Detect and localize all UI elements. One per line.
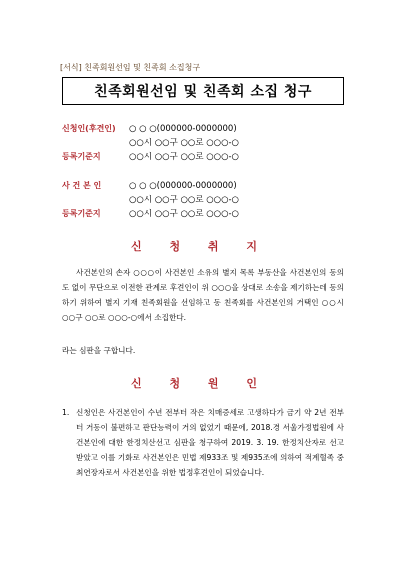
principal-registry-value: ○○시 ○○구 ○○로 ○○○-○ bbox=[129, 209, 239, 219]
purpose-heading: 신 청 취 지 bbox=[131, 240, 269, 253]
reason-item-text: 신청인은 사건본인이 수년 전부터 작은 치매증세로 고생하다가 금기 약 2년 전부터 거동이 불편하고 판단능력이 거의 없었기 때문에, 2018.경 서울가정법원에 사건본인에 대한 한정치산선고 심판을 청구하여 2019. 3. 19. 한정치산자로 선고받았고 이를 기화로 사건본인은 민법 제933조 및 제935조에 의하여 적계혈족 중 최연장자로서 사건본인을 위한 법정후견인이 되었습니다. bbox=[76, 408, 344, 477]
applicant-registry-label: 등록기준지 bbox=[62, 152, 101, 161]
document-title: 친족회원선임 및 친족회 소집 청구 bbox=[62, 77, 344, 105]
principal-name: ○ ○ ○(000000-0000000) bbox=[129, 181, 237, 191]
applicant-address: ○○시 ○○구 ○○로 ○○○-○ bbox=[129, 138, 239, 148]
reason-heading: 신 청 원 인 bbox=[131, 377, 269, 390]
principal-address: ○○시 ○○구 ○○로 ○○○-○ bbox=[129, 195, 239, 205]
principal-registry-label: 등록기준지 bbox=[62, 209, 101, 218]
principal-label: 사 건 본 인 bbox=[62, 181, 102, 190]
purpose-body: 사건본인의 손자 ○○○이 사건본인 소유의 별지 목록 부동산을 사건본인의 동의도 없이 무단으로 이전한 관계로 후견인이 위 ○○○을 상대로 소송을 제기하는데 동의하기 위하여 별지 기재 친족회원을 선임하고 동 친족회를 사건본인의 거택인 ○○시 ○○구 ○○로 ○○○-○에서 소집한다. bbox=[62, 268, 344, 322]
principal-block bbox=[62, 179, 344, 223]
applicant-registry-value: ○○시 ○○구 ○○로 ○○○-○ bbox=[129, 152, 239, 162]
applicant-name: ○ ○ ○(000000-0000000) bbox=[129, 124, 237, 134]
reason-item bbox=[62, 405, 344, 480]
purpose-closing: 라는 심판을 구합니다. bbox=[62, 346, 136, 355]
applicant-label: 신청인(후견인) bbox=[62, 124, 116, 133]
applicant-block bbox=[62, 122, 344, 166]
form-label: [서식] 친족회원선임 및 친족회 소집청구 bbox=[60, 63, 201, 72]
reason-item-number: 1. bbox=[62, 408, 70, 417]
